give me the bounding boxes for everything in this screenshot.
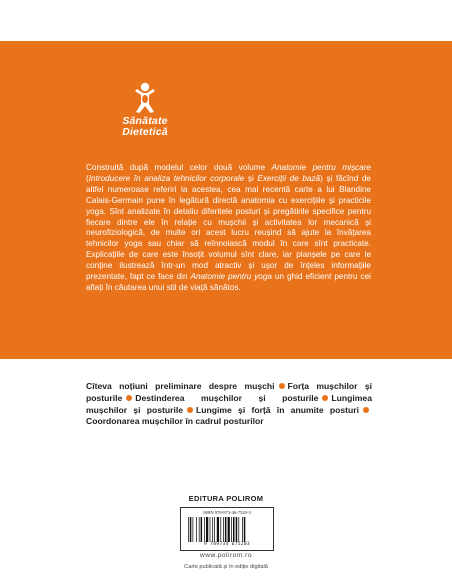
isbn-number: ISBN 978-973-46-7520-3 bbox=[203, 510, 251, 515]
book-title-italic: Anatomie pentru yoga bbox=[190, 272, 272, 282]
barcode-digits: 9 789734 675203 bbox=[204, 542, 250, 547]
book-title-italic: Exerciții de bază bbox=[257, 173, 321, 183]
series-logo bbox=[117, 82, 173, 162]
blurb-part: Construită după modelul celor două volume bbox=[86, 163, 272, 172]
contents-item: Lungime și forță în anumite posturi bbox=[196, 404, 359, 415]
barcode-block bbox=[180, 507, 274, 551]
publisher-name: EDITURA POLIROM bbox=[188, 494, 264, 503]
series-name-line1: Sănătate bbox=[122, 115, 168, 127]
blurb-part: ( bbox=[86, 173, 89, 183]
blurb-part: și bbox=[244, 173, 258, 183]
contents-item: Cîteva noțiuni preliminare despre mușchi bbox=[86, 381, 275, 391]
series-name-line2: Dietetică bbox=[122, 126, 168, 138]
contents-item: Coordonarea mușchilor în cadrul posturilor bbox=[86, 416, 264, 427]
publisher-website: www.polirom.ro bbox=[199, 552, 253, 559]
blurb-part: un ghid eficient pentru cei aflați în căutarea unui stil de viață sănătos. bbox=[86, 272, 371, 292]
contents-item: Destinderea mușchilor și posturile bbox=[135, 392, 319, 403]
bullet-dot-icon bbox=[187, 407, 193, 413]
contents-item: Lungimea mușchilor și posturile bbox=[86, 392, 372, 415]
bullet-dot-icon bbox=[126, 395, 132, 401]
bullet-dot-icon bbox=[322, 395, 328, 401]
figure-logo-icon bbox=[131, 82, 159, 116]
book-title-italic: Introducere în analiza tehnicilor corporale bbox=[88, 173, 245, 183]
description-text bbox=[86, 163, 371, 294]
blurb-part: ) și făcînd de altfel numeroase referiri la acestea, cea mai recentă carte a lui Blandine Calais-Germain pune în legătură directă anatomia cu exercițiile și practicile yoga. Sînt analizate în detaliu diferitele posturi și pregătirile specifice pentru fiecare dintre ele în relație cu mușchii și activitatea lor mecanică și neurofiziologică, de multe ori acest lucru reușind să ajute la învățarea tehnicilor yoga sau chiar să reînnoiască modul în care sînt practicate. Explicațiile de care este însoțit volumul sînt clare, iar planșele pe care le conține ilustrează într-un mod atractiv și ușor de înțeles informațiile prezentate, fapt ce face din bbox=[86, 173, 371, 282]
bullet-dot-icon bbox=[363, 407, 369, 413]
contents-item: Forța mușchilor și posturile bbox=[86, 381, 372, 403]
barcode-icon bbox=[187, 517, 267, 542]
digital-edition-note: Carte publicată și în ediție digitală bbox=[184, 564, 268, 570]
contents-list bbox=[86, 381, 372, 428]
bullet-dot-icon bbox=[279, 383, 285, 389]
book-title-italic: Anatomie pentru mișcare bbox=[271, 163, 371, 172]
